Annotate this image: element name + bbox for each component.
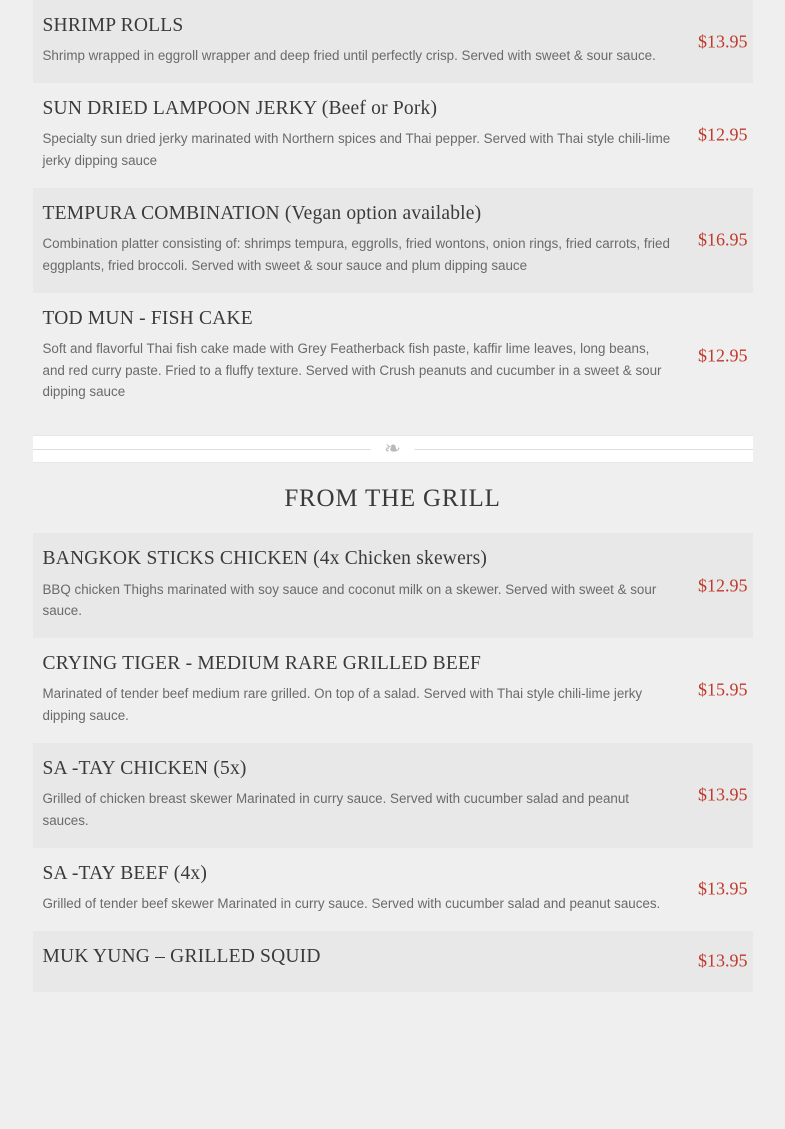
menu-item[interactable] [33,638,753,743]
menu-item[interactable] [33,0,753,83]
menu-item-description: Combination platter consisting of: shrimps tempura, eggrolls, fried wontons, onion rings, fried carrots, fried eggplants, fried broccoli. Served with sweet & sour sauce and plum dipping sauce [42,236,670,273]
menu-item[interactable] [33,83,753,188]
menu-item-price: $16.95 [698,229,748,250]
menu-item-name: MUK YUNG – GRILLED SQUID [42,945,321,967]
menu-item-name: TOD MUN - FISH CAKE [42,307,253,329]
menu-item[interactable] [33,188,753,293]
menu-item-description: Specialty sun dried jerky marinated with Northern spices and Thai pepper. Served with Thai style chili-lime jerky dipping sauce [42,131,671,169]
menu-item-name: SA -TAY CHICKEN (5x) [42,757,247,779]
menu-item-description: Soft and flavorful Thai fish cake made with Grey Featherback fish paste, kaffir lime leaves, long beans, and red curry paste. Fried to a fluffy texture. Served with Crush peanuts and cucumber in a sweet & sour dipping sauce [42,341,662,400]
menu-group [33,0,753,419]
menu-item-description: BBQ chicken Thighs marinated with soy sauce and coconut milk on a skewer. Served with sweet & sour sauce. [42,581,657,619]
menu-item[interactable] [33,848,753,931]
menu-item-price: $12.95 [698,575,748,596]
menu-item[interactable] [33,743,753,848]
menu-item-price: $13.95 [698,31,748,52]
menu-item-price: $13.95 [698,784,748,805]
section-heading: FROM THE GRILL [284,485,501,513]
menu-item-price: $13.95 [698,950,748,971]
menu-item-price: $15.95 [698,679,748,700]
menu-item-price: $13.95 [698,878,748,899]
menu-item[interactable] [33,533,753,638]
menu-item-name: BANGKOK STICKS CHICKEN (4x Chicken skewers) [42,548,488,570]
menu-item-description: Marinated of tender beef medium rare grilled. On top of a salad. Served with Thai style chili-lime jerky dipping sauce. [42,686,643,724]
menu-item-description: Grilled of tender beef skewer Marinated in curry sauce. Served with cucumber salad and peanut sauces. [42,895,661,911]
menu-item[interactable] [33,293,753,420]
menu-item-description: Grilled of chicken breast skewer Marinated in curry sauce. Served with cucumber salad and peanut sauces. [42,791,630,828]
menu-item-description: Shrimp wrapped in eggroll wrapper and deep fried until perfectly crisp. Served with sweet & sour sauce. [42,48,656,64]
menu-item-name: SHRIMP ROLLS [42,15,184,36]
menu-item[interactable] [33,931,753,992]
menu-item-name: SA -TAY BEEF (4x) [42,862,208,884]
menu-container [33,0,753,992]
menu-item-name: CRYING TIGER - MEDIUM RARE GRILLED BEEF [42,652,482,674]
ornament-icon: ❧ [370,439,415,459]
menu-item-name: TEMPURA COMBINATION (Vegan option available) [42,202,482,224]
section-divider [33,435,753,463]
menu-item-name: SUN DRIED LAMPOON JERKY (Beef or Pork) [42,98,438,120]
menu-item-price: $12.95 [698,124,748,145]
menu-group [33,485,753,992]
menu-item-price: $12.95 [698,345,748,366]
